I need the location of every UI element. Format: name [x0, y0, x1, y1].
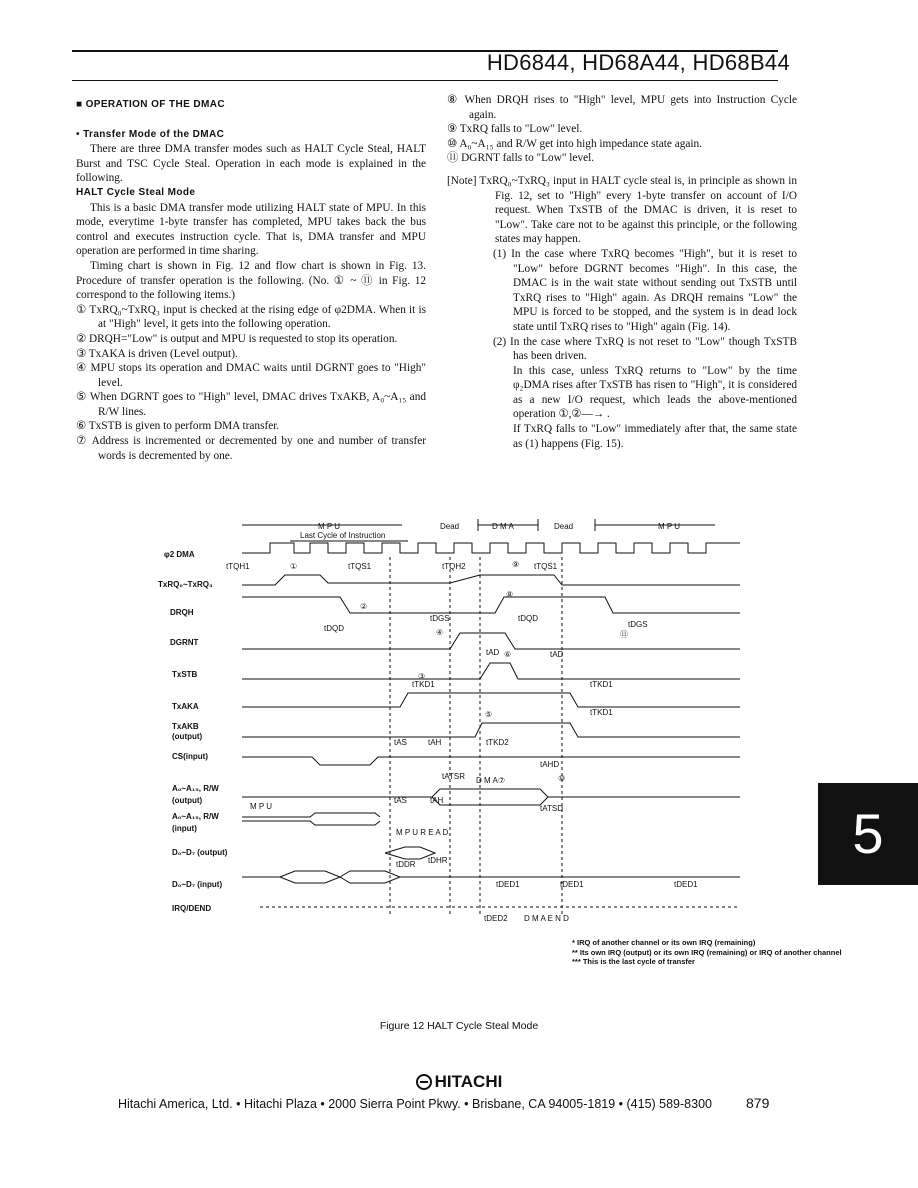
cs-waveform [242, 757, 740, 765]
note-paragraph: [Note] TxRQ₀~TxRQ₃ input in HALT cycle steal is, in principle as shown in Fig. 12, set to "High" every 1-byte transfer on account of I/O request. When TxSTB of the DMAC is driven, it is reset to "Low". Take care not to be against this principle, or the following states may happen. [447, 174, 797, 246]
timing-label: tTKD1 [412, 680, 435, 689]
brand [0, 1072, 918, 1092]
timing-label: tTQH2 [442, 562, 466, 571]
timing-label: tDDR [396, 860, 416, 869]
timing-label: tAH [428, 738, 442, 747]
phase-label-dead: Dead [440, 522, 460, 531]
address-input-bus-waveform [242, 813, 380, 817]
timing-label: tATSR [442, 772, 465, 781]
step-marker: ⑩ [558, 774, 566, 783]
timing-label: tAS [394, 738, 407, 747]
step-item: ⑪ DGRNT falls to "Low" level. [447, 152, 595, 165]
timing-label: tDQD [324, 624, 344, 633]
signal-label: TxAKA [172, 702, 199, 711]
right-column [447, 93, 797, 451]
step-marker: ⑪ [620, 630, 628, 639]
signal-label: D₀~D₇ (output) [172, 848, 228, 857]
step-item: ③ TxAKA is driven (Level output). [76, 347, 238, 360]
timing-label: tDED1 [560, 880, 584, 889]
signal-label: IRQ/DEND [172, 904, 212, 913]
timing-label: tTQS1 [534, 562, 558, 571]
page-number: 879 [746, 1095, 770, 1111]
section-title: ■ OPERATION OF THE DMAC [76, 99, 225, 110]
step-item: ⑤ When DGRNT goes to "High" level, DMAC drives TxAKB, A₀~A₁₅ and R/W lines. [76, 391, 426, 418]
timing-label: tDGS [628, 620, 648, 629]
bus-label-dma-end: D M A E N D [524, 914, 569, 923]
paragraph-1: This is a basic DMA transfer mode utilizing HALT state of MPU. In this mode, everytime 1-byte transfer has completed, MPU takes back the bus control and executes instruction cycle. That is, DMA transfer and MPU operation are performed in time sharing. [76, 201, 426, 258]
timing-label: tATSD [540, 804, 563, 813]
phase-label-last-cycle: Last Cycle of Instruction [300, 531, 386, 540]
bus-label-dma: D M A [476, 776, 498, 785]
header-title: HD6844, HD68A44, HD68B44 [486, 50, 790, 75]
txrq-waveform [242, 575, 740, 585]
step-marker: ⑨ [512, 560, 520, 569]
step-marker: ⑥ [504, 650, 512, 659]
timing-label: tAH [430, 796, 444, 805]
bus-label-mpu-read: M P U R E A D [396, 828, 449, 837]
step-item: ⑥ TxSTB is given to perform DMA transfer. [76, 420, 280, 433]
timing-label: tAD [550, 650, 564, 659]
case-2-detail: In this case, unless TxRQ returns to "Low" by the time φ₂DMA rises after TxSTB has risen to "High", it is considered as a new I/O request, which leads the above-mentioned operation ①,②—→ . [513, 364, 797, 421]
hitachi-logo-icon [416, 1074, 432, 1090]
phi2-dma-waveform [242, 543, 740, 553]
bus-label-mpu: M P U [250, 802, 273, 811]
step-marker: ④ [436, 628, 444, 637]
figure-footnotes [572, 938, 842, 967]
timing-label: tAS [394, 796, 407, 805]
timing-label: tTQS1 [348, 562, 372, 571]
step-marker: ⑧ [506, 590, 514, 599]
case-2: (2) In the case where TxRQ is not reset to "Low" though TxSTB has been driven. [493, 335, 797, 363]
timing-label: tDGS [430, 614, 450, 623]
timing-label: tAD [486, 648, 500, 657]
intro-paragraph: There are three DMA transfer modes such as HALT Cycle Steal, HALT Burst and TSC Cycle Steal. Operation in each mode is explained in the following. [76, 143, 426, 185]
signal-label: D₀~D₇ (input) [172, 880, 223, 889]
timing-label: tTQH1 [226, 562, 250, 571]
footer-address: Hitachi America, Ltd. • Hitachi Plaza • 2000 Sierra Point Pkwy. • Brisbane, CA 94005-1819 • (415) 589-8300 [118, 1097, 712, 1111]
chapter-tab: 5 [818, 783, 918, 885]
paragraph-2: Timing chart is shown in Fig. 12 and flow chart is shown in Fig. 13. Procedure of transfer operation is the following. (No. ① ~ ⑪ in Fig. 12 correspond to the following items.) [76, 259, 426, 302]
left-column [76, 98, 426, 463]
step-marker: ⑦ [498, 776, 506, 785]
signal-label: A₀~A₁₅, R/W [172, 812, 219, 821]
dgrnt-waveform [242, 633, 740, 649]
step-marker: ② [360, 602, 368, 611]
step-item: ④ MPU stops its operation and DMAC waits until DGRNT goes to "High" level. [76, 362, 426, 389]
timing-label: tDHR [428, 856, 448, 865]
step-item: ⑧ When DRQH rises to "High" level, MPU gets into Instruction Cycle again. [447, 94, 797, 121]
phase-label-mpu: M P U [318, 522, 341, 531]
timing-label: tTKD1 [590, 708, 613, 717]
case-1: (1) In the case where TxRQ becomes "High", but it is reset to "Low" before DGRNT becomes "High". In this case, the DMAC is in the wait state without sending out TxSTB until TxRQ rises to "High" again. As DRQH remains "Low" the MPU is forced to be stopped, and the system is in dead lock state until TxRQ rises to "High" again (Fig. 14). [493, 247, 797, 333]
timing-label: tTKD1 [590, 680, 613, 689]
step-item: ⑨ TxRQ falls to "Low" level. [447, 123, 583, 136]
footnote: * IRQ of another channel or its own IRQ (remaining) [572, 938, 756, 947]
phase-label-dead: Dead [554, 522, 574, 531]
signal-label: A₀~A₁₅, R/W [172, 784, 219, 793]
signal-label: (output) [172, 796, 203, 805]
txaka-waveform [242, 693, 740, 707]
signal-label: (input) [172, 824, 197, 833]
step-item: ① TxRQ₀~TxRQ₃ input is checked at the rising edge of φ2DMA. When it is at "High" level, it gets into the following operation. [76, 303, 426, 331]
timing-label: tAHD [540, 760, 560, 769]
step-item: ⑩ A₀~A₁₅ and R/W get into high impedance state again. [447, 137, 702, 150]
txakb-waveform [242, 723, 740, 737]
timing-label: tDED2 [484, 914, 508, 923]
mode-title: HALT Cycle Steal Mode [76, 186, 196, 198]
signal-label: (output) [172, 732, 203, 741]
drqh-waveform [242, 597, 740, 613]
step-marker: ① [290, 562, 298, 571]
txstb-waveform [242, 663, 740, 679]
data-input-waveform [242, 871, 340, 883]
signal-label: φ2 DMA [164, 550, 195, 559]
timing-label: tDED1 [496, 880, 520, 889]
footnote: ** Its own IRQ (output) or its own IRQ (remaining) or IRQ of another channel [572, 947, 842, 957]
step-marker: ⑤ [485, 710, 493, 719]
step-item: ⑦ Address is incremented or decremented by one and number of transfer words is decremented by one. [76, 435, 426, 462]
signal-label: CS(input) [172, 752, 208, 761]
signal-label: DGRNT [170, 638, 199, 647]
signal-label: DRQH [170, 608, 194, 617]
signal-label: TxAKB [172, 722, 199, 731]
signal-label: TxSTB [172, 670, 198, 679]
footnote: *** This is the last cycle of transfer [572, 957, 695, 966]
timing-label: tTKD2 [486, 738, 509, 747]
header-rule [72, 80, 778, 81]
step-item: ② DRQH="Low" is output and MPU is requested to stop its operation. [76, 332, 398, 345]
step-marker: ③ [418, 672, 426, 681]
timing-label: tDED1 [674, 880, 698, 889]
timing-label: tDQD [518, 614, 538, 623]
case-2-followup: If TxRQ falls to "Low" immediately after that, the same state as (1) happens (Fig. 15). [513, 423, 797, 450]
signal-label: TxRQ₀~TxRQ₃ [158, 580, 213, 589]
figure-caption: Figure 12 HALT Cycle Steal Mode [379, 1020, 539, 1032]
phase-label-dma: D M A [492, 522, 514, 531]
subsection-title: • Transfer Mode of the DMAC [76, 128, 225, 140]
timing-diagram [150, 517, 750, 937]
address-output-bus-waveform [242, 789, 740, 797]
brand-name: HITACHI [434, 1072, 503, 1091]
phase-label-mpu-right: M P U [658, 522, 681, 531]
